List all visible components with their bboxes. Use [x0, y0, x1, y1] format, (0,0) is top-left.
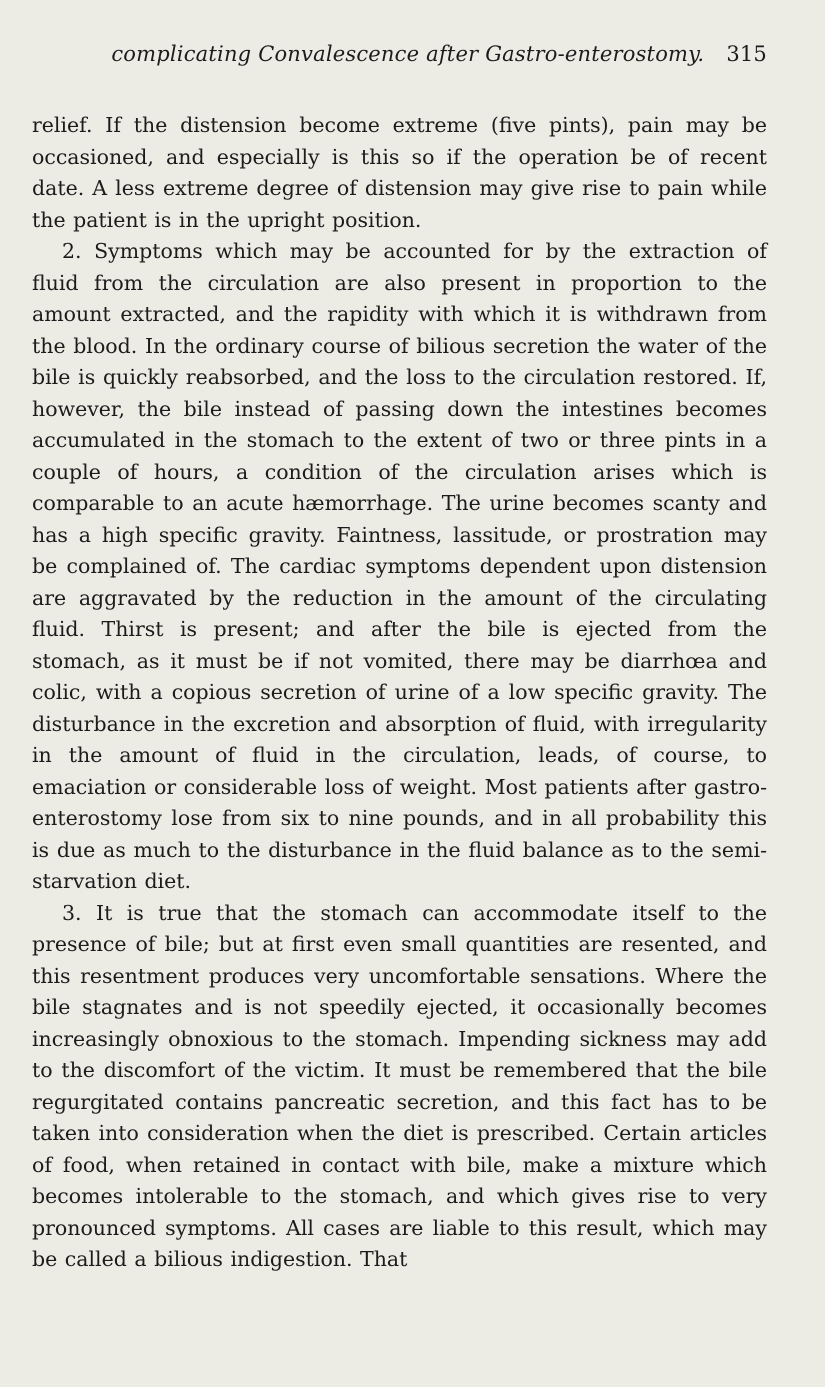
paragraph-point-2: 2. Symptoms which may be accounted for by the extraction of fluid from the circulation are also present in proportion to the amount extracted, and the rapidity with which it is withdrawn from the blood. In the ordinary course of bilious secretion the water of the bile is quickly reabsorbed, and the loss to the circulation restored. If, however, the bile instead of passing down the intestines becomes accumulated in the stomach to the extent of two or three pints in a couple of hours, a condition of the circulation arises which is comparable to an acute hæmorrhage. The urine becomes scanty and has a high specific gravity. Faintness, lassitude, or prostration may be complained of. The cardiac symptoms dependent upon distension are aggravated by the reduction in the amount of the circulating fluid. Thirst is present; and after the bile is ejected from the stomach, as it must be if not vomited, there may be diarrhœa and colic, with a copious secretion of urine of a low specific gravity. The disturbance in the excretion and absorption of fluid, with irregularity in the amount of fluid in the circulation, leads, of course, to emaciation or considerable loss of weight. Most patients after gastro-enterostomy lose from six to nine pounds, and in all probability this is due as much to the disturbance in the fluid balance as to the semi-starvation diet.: [32, 239, 767, 893]
page-number: 315: [726, 42, 767, 66]
paragraph-point-3: 3. It is true that the stomach can accommodate itself to the presence of bile; but at first even small quantities are resented, and this resentment produces very uncomfortable sensations. Where the bile stagnates and is not speedily ejected, it occasionally becomes increasingly obnoxious to the stomach. Impending sickness may add to the discomfort of the victim. It must be remembered that the bile regurgitated contains pancreatic secretion, and this fact has to be taken into consideration when the diet is prescribed. Certain articles of food, when retained in contact with bile, make a mixture which becomes intolerable to the stomach, and which gives rise to very pronounced symptoms. All cases are liable to this result, which may be called a bilious indigestion. That: [32, 900, 767, 1271]
running-title: complicating Convalescence after Gastro-enterostomy.: [111, 42, 705, 66]
paragraph-continuation: relief. If the distension become extreme (five pints), pain may be occasioned, and especially is this so if the operation be of recent date. A less extreme degree of distension may give rise to pain while the patient is in the upright position.: [32, 113, 767, 232]
body-text: [32, 110, 767, 1276]
running-head: [32, 42, 767, 84]
